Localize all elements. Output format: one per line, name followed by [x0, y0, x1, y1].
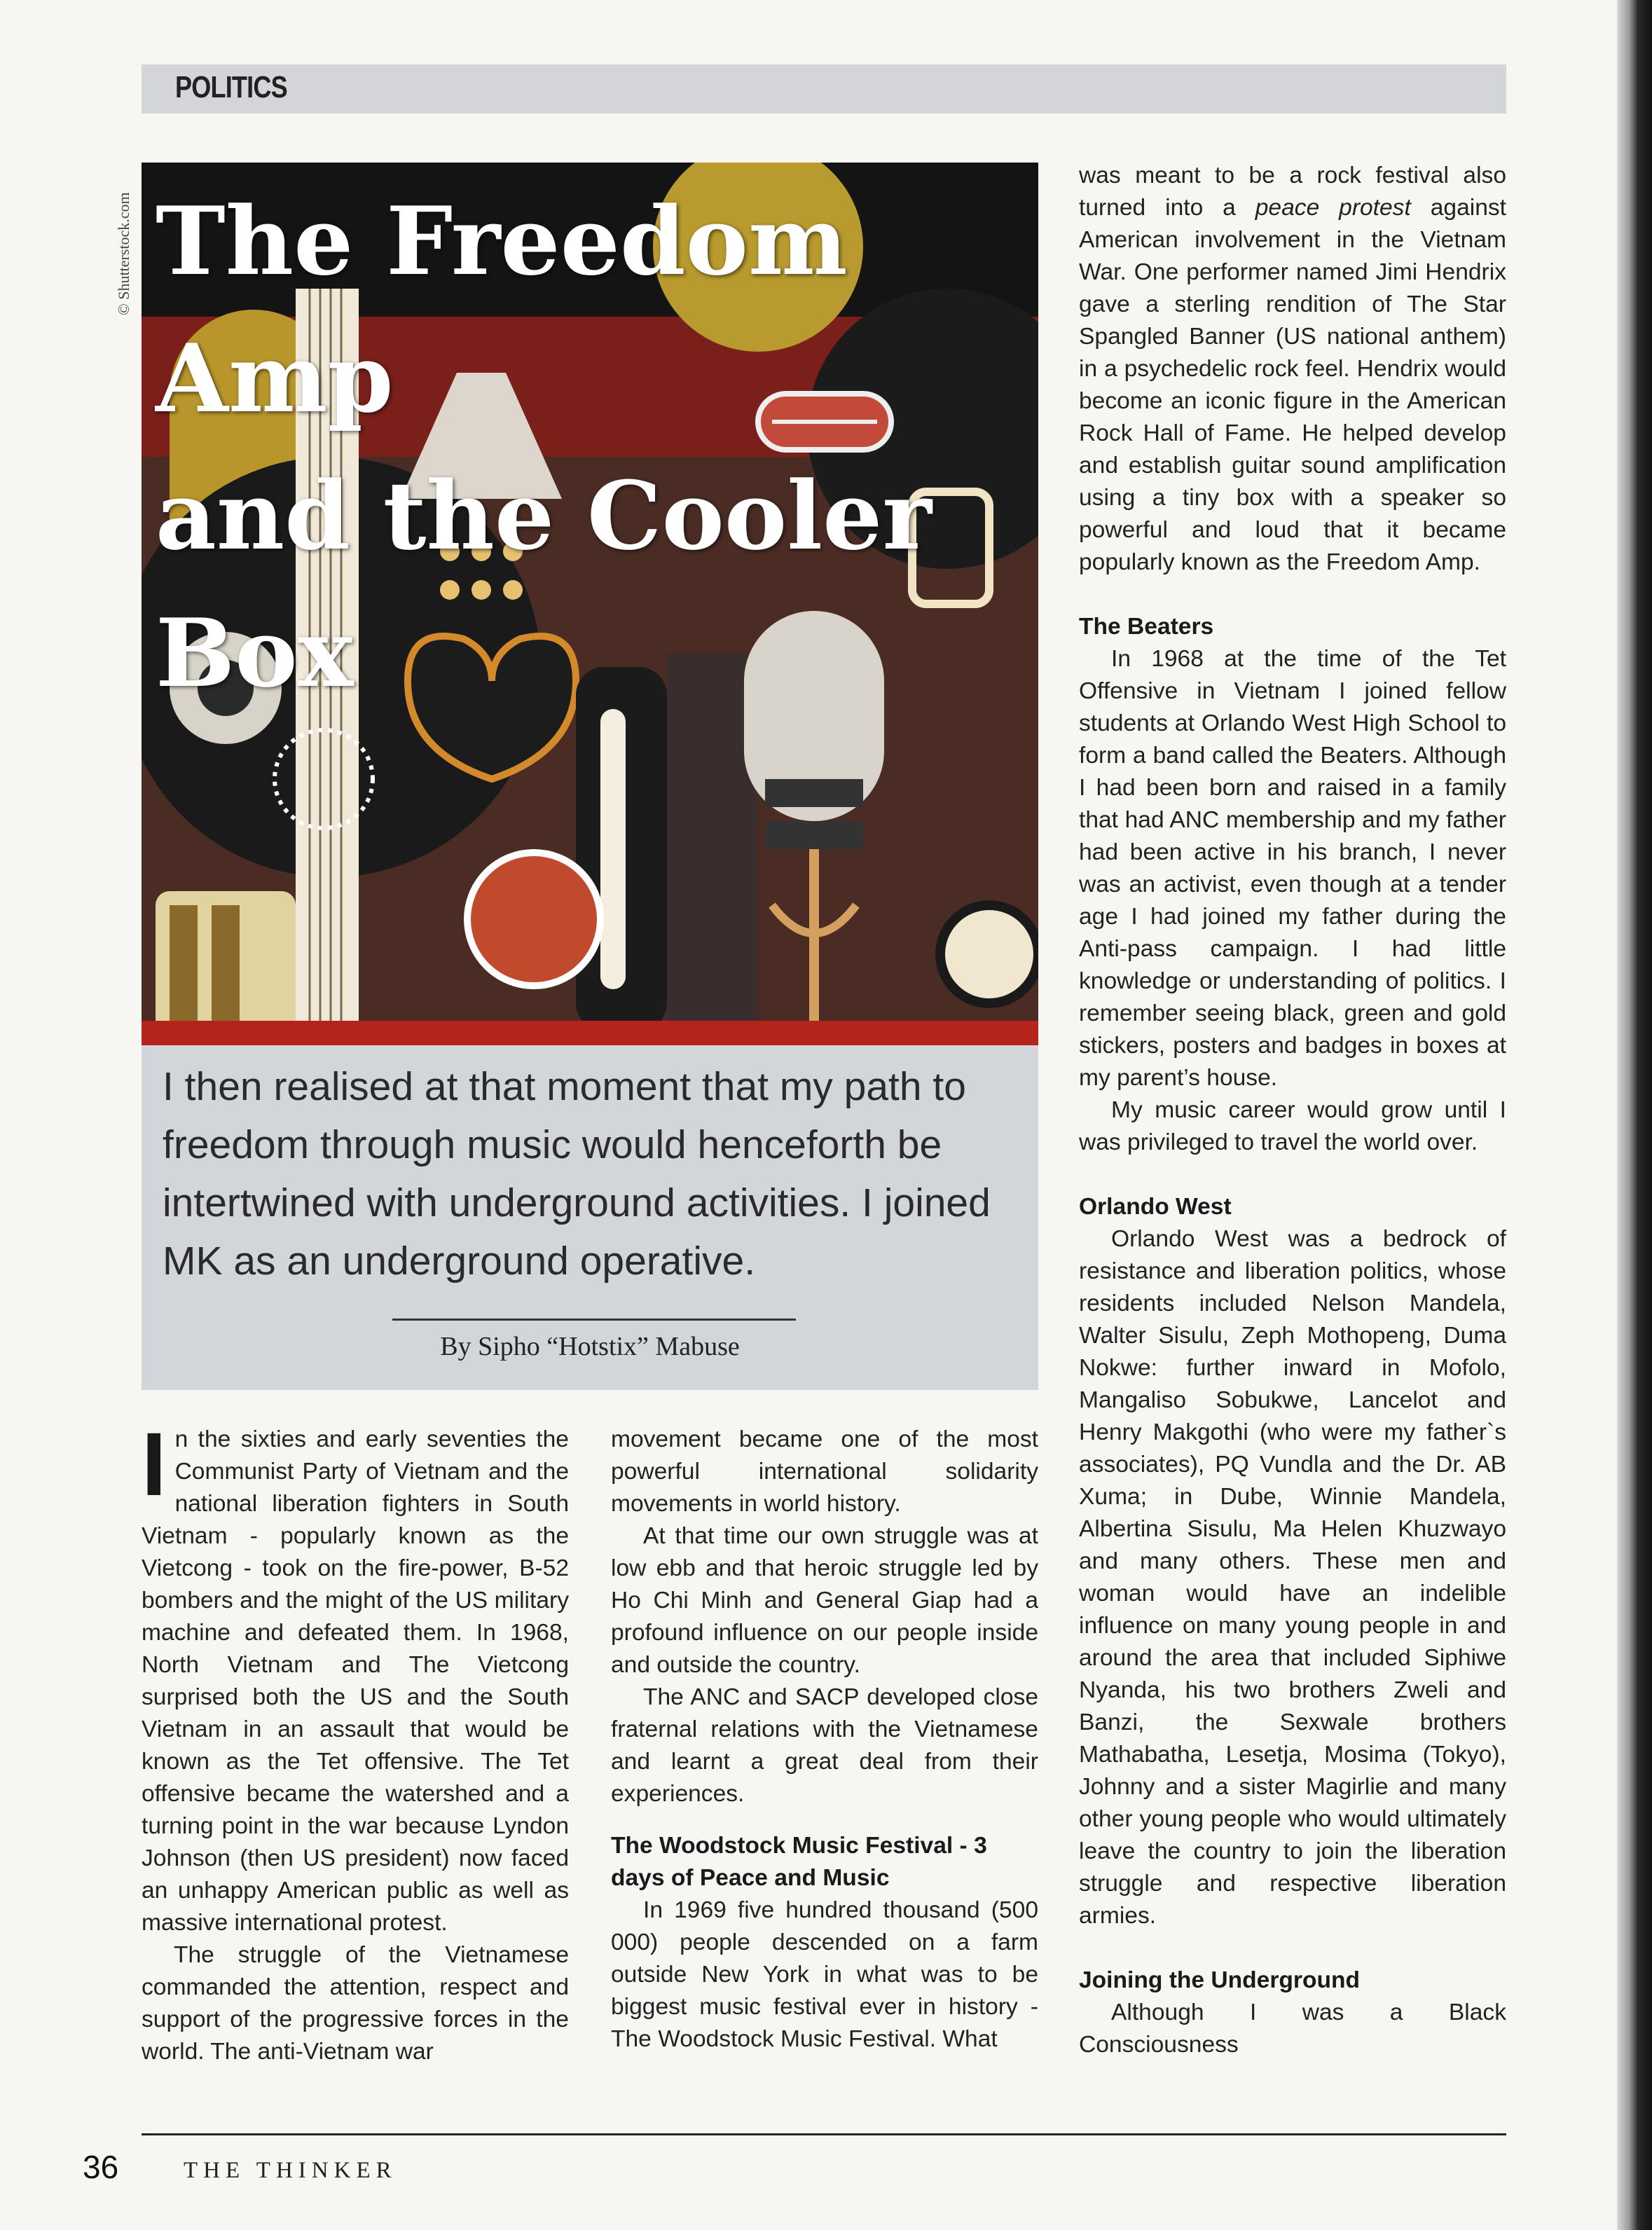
drop-cap: I	[142, 1415, 167, 1515]
paragraph	[1079, 160, 1506, 579]
paragraph: Orlando West was a bedrock of resistance and liberation politics, whose residents included Nelson Mandela, Walter Sisulu, Zeph Mothopeng, Duma Nokwe: further inward in Mofolo, Mangaliso Sobukwe, Lancelot and Henry Makgothi (who were my father`s associates), PQ Vundla and the Dr. AB Xuma; in Dube, Winnie Mandela, Albertina Sisulu, Ma Helen Khuzwayo and many others. These men and woman would have an indelible influence on many young people in and around the area that included Siphiwe Nyanda, his two brothers Zweli and Banzi, the Sexwale brothers Mathabatha, Lesetja, Mosima (Tokyo), Johnny and a sister Magirlie and many other young people who would ultimately leave the country to join the liberation struggle and respective liberation armies.	[1079, 1226, 1506, 1929]
page-binding-edge	[1617, 0, 1652, 2230]
paragraph: In 1968 at the time of the Tet Offensive in Vietnam I joined fellow students at Orlando West High School to form a band called the Beaters. Although I had been born and raised in a family that had ANC membership and my father had been active in his branch, I never was an activist, even though at a tender age I had joined my father during the Anti-pass campaign. I had little knowledge or understanding of politics. I remember seeing black, green and gold stickers, posters and badges in boxes at my parent’s house.	[1079, 646, 1506, 1091]
emphasis: peace protest	[1255, 195, 1411, 221]
section-label: POLITICS	[175, 70, 287, 104]
section-header-bar	[142, 64, 1506, 113]
subheading-underground: Joining the Underground	[1079, 1967, 1361, 1993]
subheading-beaters: The Beaters	[1079, 614, 1214, 640]
footer-rule	[142, 2133, 1506, 2135]
byline-divider	[392, 1319, 796, 1321]
paragraph: The struggle of the Vietnamese commanded the attention, respect and support of the progressive forces in the world. The anti-Vietnam war	[142, 1942, 569, 2065]
column-right	[1079, 160, 1506, 2061]
article-title	[156, 172, 1031, 722]
page-number: 36	[83, 2149, 119, 2185]
article-title-line-1: The Freedom Amp	[156, 186, 848, 434]
paragraph: In 1969 five hundred thousand (500 000) people descended on a farm outside New York in what was to be biggest music festival ever in history - The Woodstock Music Festival. What	[611, 1897, 1038, 2052]
pull-quote-box	[142, 1045, 1038, 1390]
column-left	[142, 1415, 569, 2068]
paragraph: movement became one of the most powerful international solidarity movements in world history.	[611, 1426, 1038, 1517]
subheading-woodstock: The Woodstock Music Festival - 3 days of Peace and Music	[611, 1833, 987, 1891]
paragraph: Although I was a Black Consciousness	[1079, 2000, 1506, 2058]
paragraph-text: n the sixties and early seventies the Communist Party of Vietnam and the national liberation fighters in South Vietnam - popularly known as the Vietcong - took on the fire-power, B-52 bombers and the might of the US military machine and defeated them. In 1968, North Vietnam and The Vietcong surprised both the US and the South Vietnam in an assault that would be known as the Tet offensive. The Tet offensive became the watershed and a turning point in the war because Lyndon Johnson (then US president) now faced an unhappy American public as well as massive international protest.	[142, 1426, 569, 1936]
pull-quote: I then realised at that moment that my path to freedom through music would henceforth be intertwined with underground activities. I joined MK as an underground operative.	[163, 1064, 991, 1283]
paragraph: At that time our own struggle was at low ebb and that heroic struggle led by Ho Chi Minh and General Giap had a profound influence on our people inside and outside the country.	[611, 1523, 1038, 1678]
paragraph: My music career would grow until I was privileged to travel the world over.	[1079, 1097, 1506, 1155]
column-middle	[611, 1424, 1038, 2056]
byline: By Sipho “Hotstix” Mabuse	[440, 1332, 740, 1361]
paragraph-text: against American involvement in the Vietnam War. One performer named Jimi Hendrix gave a sterling rendition of The Star Spangled Banner (US national anthem) in a psychedelic rock feel. Hendrix would become an iconic figure in the American Rock Hall of Fame. He helped develop and establish guitar sound amplification using a tiny box with a speaker so powerful and loud that it became popularly known as the Freedom Amp.	[1079, 195, 1506, 575]
hero-illustration	[142, 163, 1038, 1045]
article-title-line-2: and the Cooler Box	[156, 460, 932, 708]
photo-credit: © Shutterstock.com	[115, 192, 132, 315]
paragraph	[142, 1415, 569, 1939]
paragraph-text: was meant to be a rock festival also turned into a	[1079, 163, 1506, 221]
subheading-orlando-west: Orlando West	[1079, 1194, 1232, 1220]
paragraph: The ANC and SACP developed close fraternal relations with the Vietnamese and learnt a great deal from their experiences.	[611, 1684, 1038, 1807]
magazine-name: THE THINKER	[184, 2158, 397, 2183]
